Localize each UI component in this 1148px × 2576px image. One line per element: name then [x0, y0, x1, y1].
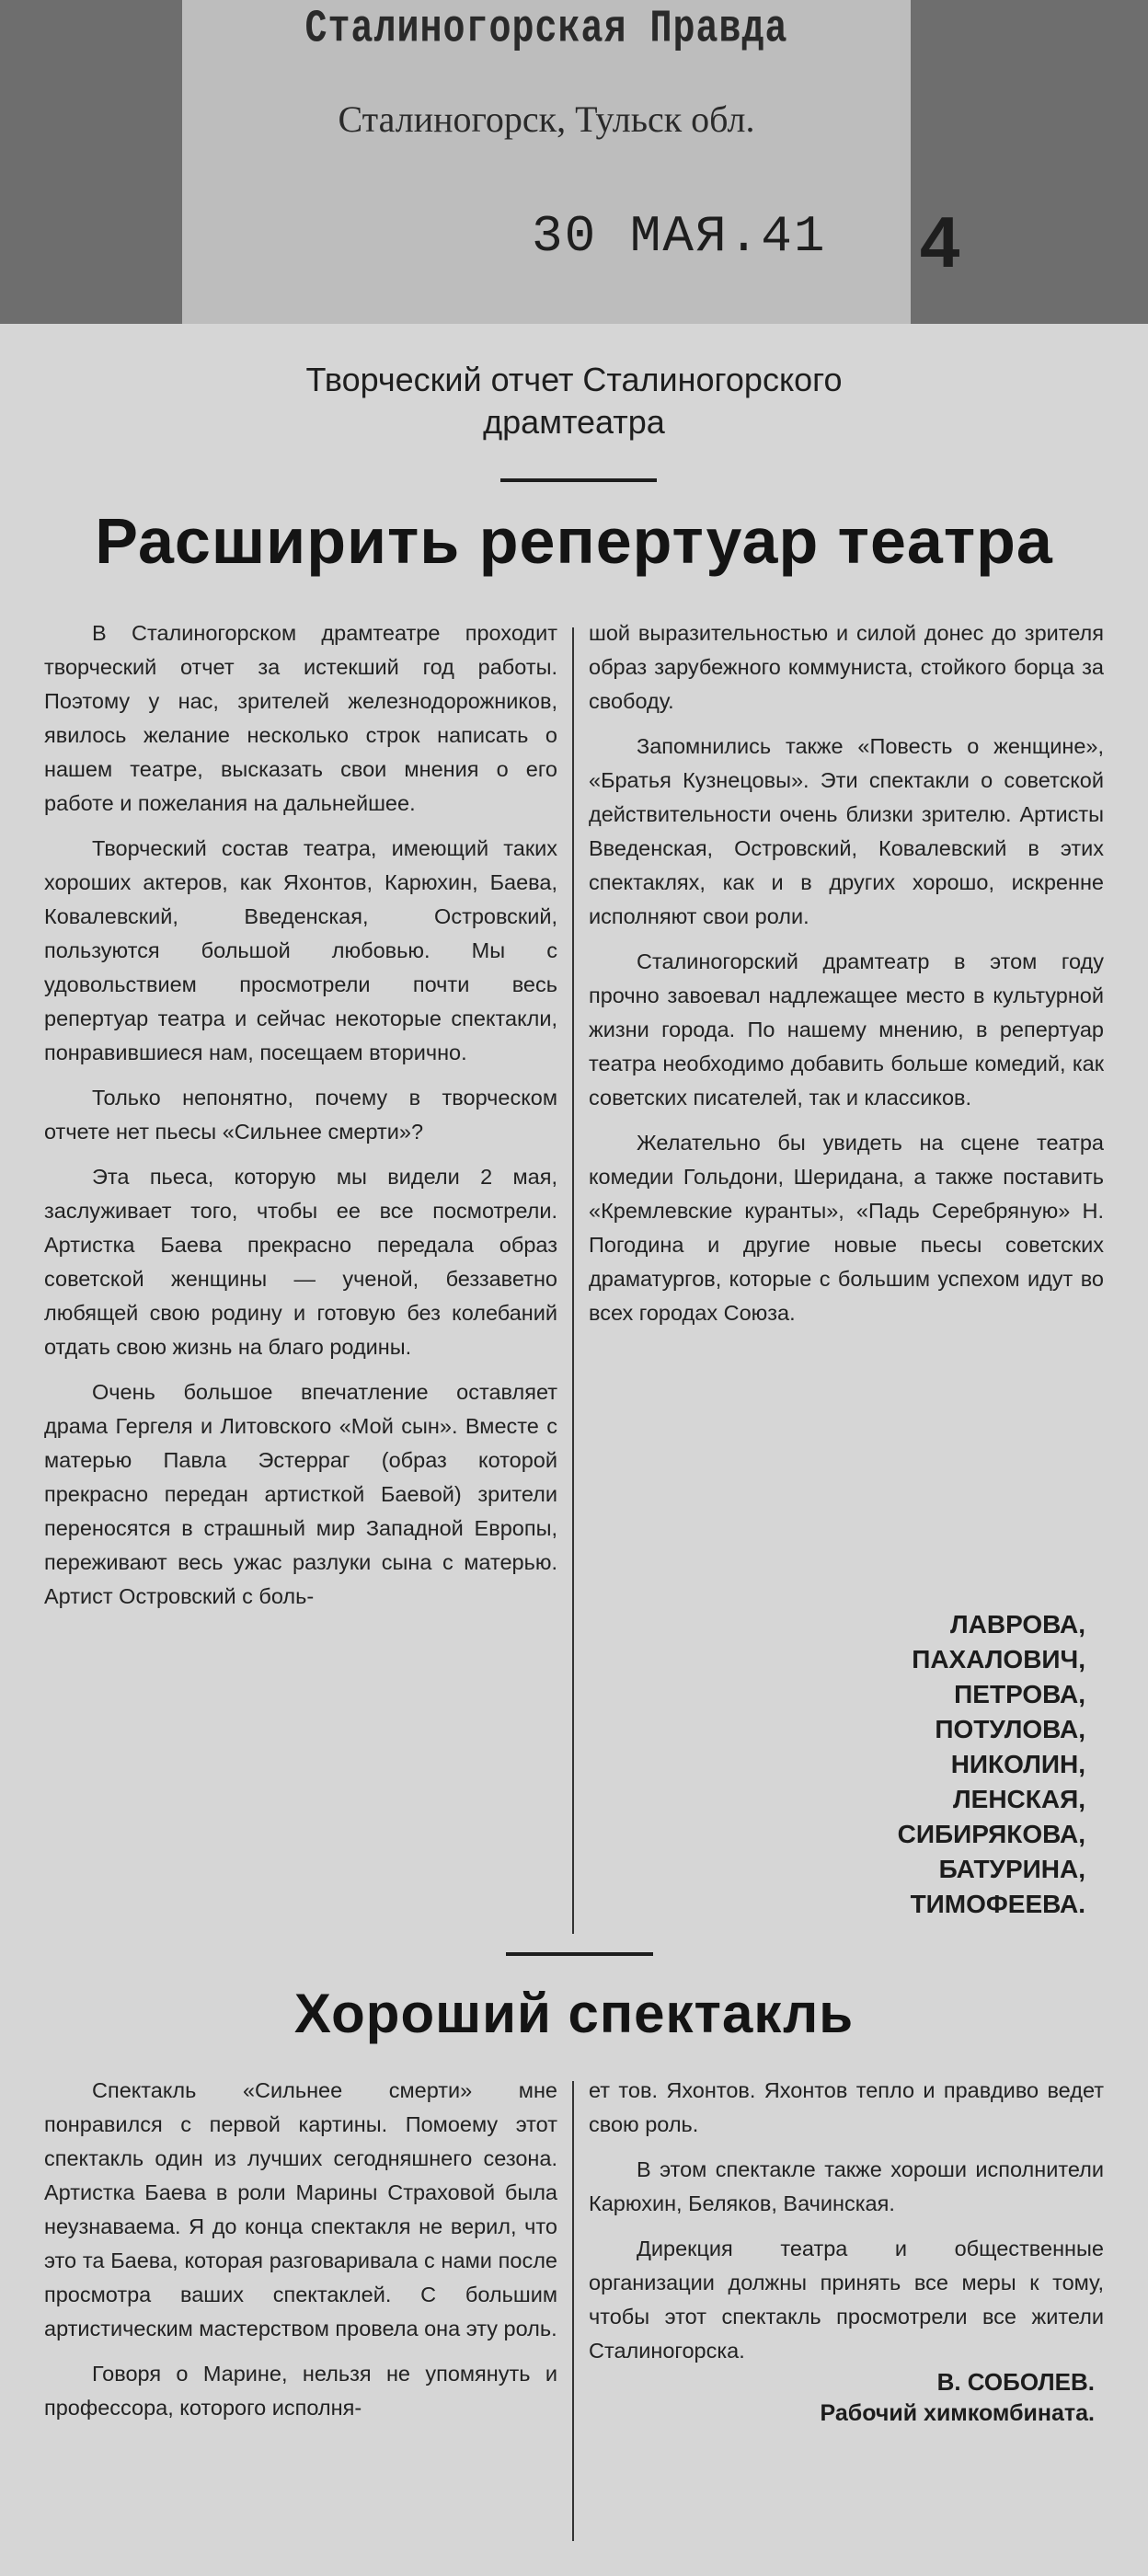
article2-left-paragraph: Говоря о Марине, нельзя не упомянуть и профессора, которого исполня-	[44, 2362, 557, 2420]
signature-name: ЛАВРОВА,	[950, 1610, 1085, 1639]
newspaper-clipping	[0, 324, 1148, 2576]
signature-name: НИКОЛИН,	[950, 1750, 1085, 1778]
article1-right-paragraph: шой выразительностью и силой донес до зрителя образ зарубежного коммуниста, стойкого борца за свободу.	[589, 621, 1104, 713]
article1-left-paragraph: Очень большое впечатление оставляет драма Гергеля и Литовского «Мой сын». Вместе с матерью Павла Эстерраг (образ которой прекрасно передан артисткой Баевой) зрители переносятся в страшный мир Западной Европы, переживают весь ужас разлуки сына с матерью. Артист Островский с боль-	[44, 1380, 557, 1608]
article2-left-column	[44, 2074, 557, 2436]
stamp-city: Сталиногорск, Тульск обл.	[338, 98, 755, 140]
article1-kicker-line2: драмтеатра	[483, 403, 665, 441]
stamp-extra-number: 4	[920, 201, 960, 282]
article1-left-column	[44, 616, 557, 1625]
signature-name: ПОТУЛОВА,	[935, 1715, 1085, 1743]
signature-name: БАТУРИНА,	[938, 1855, 1085, 1883]
article1-kicker-line1: Творческий отчет Сталиногорского	[305, 361, 843, 398]
kicker-rule	[500, 478, 657, 482]
article1-left-paragraph: Творческий состав театра, имеющий таких хороших актеров, как Яхонтов, Карюхин, Баева, Ковалевский, Введенская, Островский, пользуются большой любовью. Мы с удовольствием просмотрели почти весь репертуар театра и сейчас некоторые спектакли, понравившиеся нам, посещаем вторично.	[44, 836, 557, 1064]
article1-kicker	[0, 359, 1148, 443]
signature-name: ПАХАЛОВИЧ,	[912, 1645, 1085, 1673]
article2-right-paragraph: Дирекция театра и общественные организации должны принять все меры к тому, чтобы этот спектакль просмотрели все жители Сталиногорска.	[589, 2237, 1104, 2363]
stamp-date: 30 МАЯ.41	[532, 207, 827, 266]
article2-column-divider	[572, 2081, 574, 2541]
article1-right-paragraph: Желательно бы увидеть на сцене театра комедии Гольдони, Шеридана, а также поставить «Кремлевские куранты», «Падь Серебряную» Н. Погодина и другие новые пьесы советских драматургов, которые с большим успехом идут во всех городах Союза.	[589, 1131, 1104, 1325]
article-separator-rule	[506, 1952, 653, 1956]
newspaper-stamp	[182, 0, 960, 324]
author-role: Рабочий химкомбината.	[820, 2400, 1095, 2426]
article1-left-paragraph: Эта пьеса, которую мы видели 2 мая, заслуживает того, чтобы ее все посмотрели. Артистка Баева прекрасно передала образ советской женщины — ученой, беззаветно любящей свою родину и готовую без колебаний отдать свою жизнь на благо родины.	[44, 1165, 557, 1359]
signature-name: ТИМОФЕЕВА.	[910, 1890, 1085, 1918]
article2-right-paragraph: ет тов. Яхонтов. Яхонтов тепло и правдиво ведет свою роль.	[589, 2078, 1104, 2136]
article1-signatures	[828, 1607, 1085, 1922]
article2-right-paragraph: В этом спектакле также хороши исполнители Карюхин, Беляков, Вачинская.	[589, 2157, 1104, 2215]
stamp-newspaper-name: Сталиногорская Правда	[304, 4, 788, 56]
article1-headline: Расширить репертуар театра	[95, 505, 1053, 577]
article2-left-paragraph: Спектакль «Сильнее смерти» мне понравился с первой картины. Помоему этот спектакль один из лучших сегодняшнего сезона. Артистка Баева в роли Марины Страховой была неузнаваема. Я до конца спектакля не верил, что это та Баева, которая разговаривала с нами после просмотра ваших спектаклей. С большим артистическим мастерством провела она эту роль.	[44, 2078, 557, 2340]
article1-right-paragraph: Сталиногорский драмтеатр в этом году прочно завоевал надлежащее место в культурной жизни города. По нашему мнению, в репертуар театра необходимо добавить больше комедий, как советских писателей, так и классиков.	[589, 949, 1104, 1110]
author-name: В. СОБОЛЕВ.	[936, 2368, 1095, 2396]
signature-name: СИБИРЯКОВА,	[897, 1820, 1085, 1848]
article2-headline: Хороший спектакль	[293, 1983, 855, 2044]
signature-name: ПЕТРОВА,	[954, 1680, 1085, 1708]
article2-right-column	[589, 2074, 1104, 2379]
article1-right-paragraph: Запомнились также «Повесть о женщине», «Братья Кузнецовы». Эти спектакли о советской действительности очень близки зрителю. Артисты Введенская, Островский, Ковалевский в этих спектаклях, как и в других хорошо, искренне исполняют свои роли.	[589, 734, 1104, 928]
article1-column-divider	[572, 627, 574, 1934]
article1-left-paragraph: Только непонятно, почему в творческом отчете нет пьесы «Сильнее смерти»?	[44, 1086, 557, 1144]
article1-right-column	[589, 616, 1104, 1341]
article1-left-paragraph: В Сталиногорском драмтеатре проходит творческий отчет за истекший год работы. Поэтому у нас, зрителей железнодорожников, явилось желание несколько строк написать о нашем театре, высказать свои мнения о его работе и пожелания на дальнейшее.	[44, 621, 557, 815]
article2-author	[635, 2366, 1095, 2429]
signature-name: ЛЕНСКАЯ,	[953, 1785, 1085, 1813]
